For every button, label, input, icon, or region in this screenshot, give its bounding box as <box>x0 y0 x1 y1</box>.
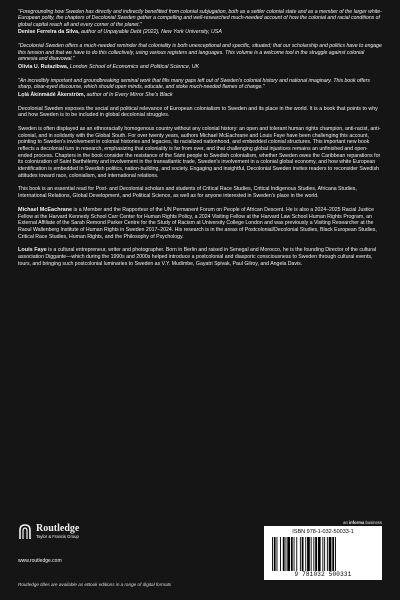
endorser-affiliation: author of Unpayable Debt (2022), New York University, USA <box>79 29 222 36</box>
endorser-name: Lọlá Àkínmádé Åkerström, <box>18 91 86 98</box>
isbn-text: ISBN 978-1-032-50033-1 <box>292 529 354 535</box>
author-name: Louis Faye <box>18 247 47 254</box>
endorsement-1 <box>18 9 382 36</box>
barcode-digits: 9 781032 500331 <box>294 571 352 578</box>
endorser-affiliation: London School of Economics and Political Science, UK <box>68 63 200 70</box>
informa-tagline: an informa business <box>343 520 382 525</box>
endorsement-quote: "An incredibly important and groundbreaking seminal work that fills many gaps left out of Sweden's colonial history and national imaginary. This book offers sharp, clear-eyed discourse, which should open minds, educate, and stoke much-needed flames of change." <box>18 77 370 91</box>
endorsement-attribution <box>18 64 382 71</box>
endorser-name: Olivia U. Rutazibwa, <box>18 63 69 70</box>
endorsement-3 <box>18 78 382 99</box>
cover-footer <box>18 520 382 590</box>
author-bio-faye <box>18 247 382 267</box>
author-bio-text: is a cultural entrepreneur, writer and photographer. Born in Berlin and raised in Senegal and Morocco, he is the founding Director of the cultural association Diggante—which during the 1990s and 2000s helped introduce a postcolonial and diasporic consciousness to Sweden through cultural events, tours, and bringing such postcolonial luminaries to Sweden as V.Y. Mudimbe, Gayatri Spivak, Paul Gilroy, and Angela Davis. <box>18 247 377 267</box>
barcode-panel <box>264 526 382 580</box>
informa-wordmark: informa <box>348 520 365 525</box>
book-summary: Decolonial Sweden exposes the social and political relevance of European colonialism to Sweden and its place in the world. It is a book that points to why and how Sweden is to be included in global decolonial struggles. <box>18 105 378 119</box>
routledge-logo-icon <box>18 524 32 540</box>
publisher-group: Taylor & Francis Group <box>36 534 79 540</box>
author-bio-mceachrane <box>18 207 382 241</box>
endorsement-2 <box>18 43 382 70</box>
publisher-logo <box>18 524 79 540</box>
publisher-website: www.routledge.com <box>18 558 62 564</box>
endorsement-quote: "Foregrounding how Sweden has directly and indirectly benefitted from colonial subjugation, both as a settler colonial state and as a member of the larger white-European polity, the chapters of Decolonial Sweden gather a compelling and well-researched much-needed account of how the colonial and racial conditions of global capital reach all and every corner of the planet." <box>18 9 382 28</box>
book-description: Sweden is often displayed as an ethnoracially homogenous country without any colonial history: an open and tolerant human rights champion, anti-racist, anti-colonial, and in solidarity with the Global South. For over twenty years, authors Michael McEachrane and Louis Faye have been challenging this account, pointing to Sweden's involvement in colonial histories and legacies, its racialized nationhood, and embedded colonial structures. This important new book reflects a decolonial turn in research, emphasizing that coloniality is far from over, and that challenging global injustices remains an unfinished and open-ended process. Chapters in the book consider the resistance of the Sámi people to Swedish colonialism, whether Sweden owes the Caribbean reparations for its colonization of Saint Barthélemy and involvement in the transatlantic trade, Sweden's involvement in a colonial global economy, and how white European identification is embedded in Swedish politics, nation-building, and society. Engaging and insightful, Decolonial Sweden invites readers to reconsider Swedish attitudes toward race, colonialism, and international relations. <box>18 126 381 179</box>
endorser-affiliation: author of In Every Mirror She's Black <box>85 91 173 98</box>
endorsement-attribution <box>18 29 382 36</box>
endorser-name: Denise Ferreira da Silva, <box>18 29 80 36</box>
barcode-icon <box>270 537 376 573</box>
author-name: Michael McEachrane <box>18 206 73 213</box>
ebook-note: Routledge titles are available as eBook editions in a range of digital formats <box>18 582 172 587</box>
author-bio-text: is a Member and the Rapporteur of the UN Permanent Forum on People of African Descent. He is also a 2024–2025 Racial Justice Fellow at the Harvard Kennedy School Carr Center for Human Rights Policy, a 2024 Visiting Fellow at the Harvard Law School Human Rights Program, an External Affiliate of the Sarah Remond Parker Centre for the Study of Racism at University College London and was previously a Visiting Researcher at the Raoul Wallenberg Institute of Human Rights in Sweden 2017–2024. His research is in the areas of Postcolonial/Decolonial Studies, Black European Studies, Critical Race Studies, Human Rights, and the Philosophy of Psychology. <box>18 206 377 240</box>
endorsement-attribution <box>18 92 382 99</box>
book-audience: This book is an essential read for Post- and Decolonial scholars and students of Critical Race Studies, Critical Indigenous Studies, Africana Studies, International Relations, Global Development, and Political Science, as well as for anyone interested in Sweden's place in the world. <box>18 186 357 199</box>
publisher-name: Routledge <box>36 523 80 535</box>
endorsement-quote: "Decolonial Sweden offers a much-needed reminder that coloniality is both unexceptional and specific, situated; that our scholarship and politics have to engage this tension and that we have to do this collectively, using various registers and languages. This volume is a welcome tool in the struggle against colonial amnesia and disavowal." <box>18 43 382 63</box>
